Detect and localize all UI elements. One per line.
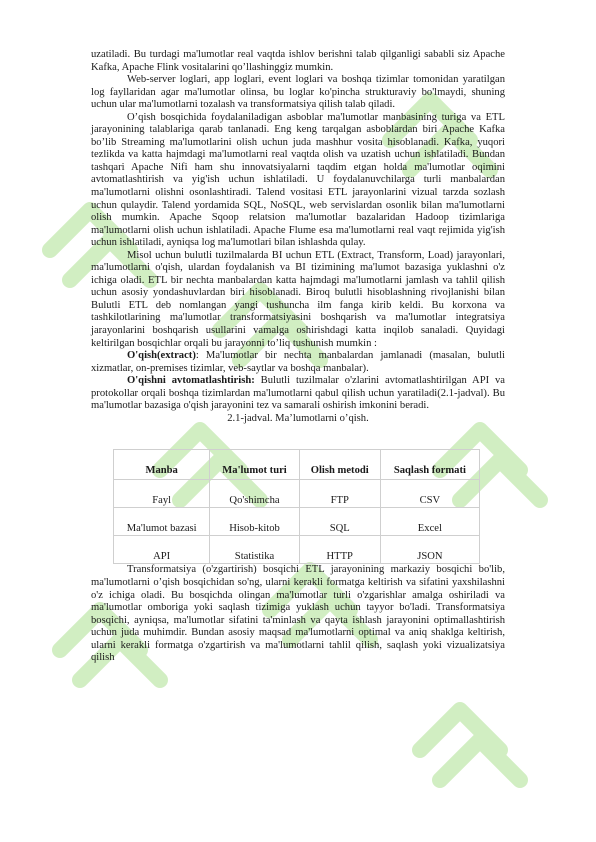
- table-cell: API: [114, 536, 210, 564]
- table-cell: Ma'lumot bazasi: [114, 508, 210, 536]
- body-paragraph: Web-server loglari, app loglari, event loglari va boshqa tizimlar tomonidan yaratilgan log fayllaridan agar ma'lumotlar olinsa, bu loglar ko'pincha strukturaviy bo'lmaydi, shuning uchun ular ma'lumotlarni tozalash va transformatsiya qilish talab qiladi.: [91, 74, 505, 111]
- table-cell: Excel: [380, 508, 479, 536]
- data-table-wrapper: [113, 449, 505, 564]
- table-cell: Statistika: [210, 536, 299, 564]
- table-row: [114, 480, 480, 508]
- table-header-cell: Olish metodi: [299, 450, 380, 480]
- table-header-row: [114, 450, 480, 480]
- table-cell: FTP: [299, 480, 380, 508]
- table-cell: SQL: [299, 508, 380, 536]
- table-header-cell: Saqlash formati: [380, 450, 479, 480]
- paragraph-text: Bulutli tuzilmalar o'zlarini avtomatlashtirilgan API va protokollar orqali boshqa tizimlardan ma'lumotlarni qabul qilish uchun yaratiladi(2.1-jadval). Bu ma'lumotlar bazasiga o'qish jarayonini tez va samarali oshirish imkonini beradi.: [91, 375, 505, 412]
- body-paragraph: O’qish bosqichida foydalaniladigan asboblar ma'lumotlar manbasining turiga va ETL jarayonining talablariga qarab tanlanadi. Eng keng tarqalgan asboblardan biri Apache Kafka bo’lib Streaming ma'lumotlarini olish uchun juda mashhur vosita hisoblanadi. Kafka, yuqori tezlikda va katta hajmdagi ma'lumotlarni real vaqtda olish va uzatish uchun ishlatiladi. Bundan tashqari Apache Nifi ham shu innovatsiyalarni taqdim etgan holda ma'lumotlar oqimini avtomatlashtirish va yig'ish uchun ishlatiladi. U foydalanuvchilarga turli manbalardan ma'lumotlarni olishni osonlashtiradi. Talend vositasi ETL jarayonlarini vizual tarzda sozlash uchun qulaydir. Talend yordamida SQL, NoSQL, web servislardan osonlik bilan ma'lumotlarni olish mumkin. Apache Sqoop relatsion ma'lumotlar bazalaridan Hadoop tizimlariga ma'lumotlarni olish uchun ishlatiladi. Apache Flume esa ma'lumotlarni real vaqt rejimida yig'ish uchun ishlatiladi, ayniqsa log ma'lumotlari bilan ishlashda qulay.: [91, 111, 505, 249]
- body-paragraph: Transformatsiya (o'zgartirish) bosqichi ETL jarayonining markaziy bosqichi bo'lib, ma'lumotlarni o’qish bosqichidan so'ng, ularni kerakli formatga keltirish va sifatini yaxshilashni o'z ichiga oladi. Bu bosqichda olingan ma'lumotlar turli o'zgarishlar amalga oshiriladi va ma'lumotlar omboriga yoki saqlash tizimiga yuklash uchun tayyor bo'ladi. Transformatsiya bosqichi, ayniqsa, ma'lumotlar sifatini ta'minlash va qayta ishlash jarayonini optimallashtirish uchun juda muhimdir. Bundan asosiy maqsad ma'lumotlarni optimal va aniq shaklga keltirish, ularni kerakli formatga o'zgartirish va ma'lumotlarni tahlil qilish, saqlash yoki vizualizatsiya qilish: [91, 564, 505, 664]
- table-cell: Fayl: [114, 480, 210, 508]
- table-cell: Hisob-kitob: [210, 508, 299, 536]
- table-body: [114, 480, 480, 564]
- watermark-shape: [420, 710, 520, 780]
- paragraph-bold-label: O'qishni avtomatlashtirish:: [127, 375, 255, 387]
- table-header-cell: Ma'lumot turi: [210, 450, 299, 480]
- table-row: [114, 508, 480, 536]
- table-caption: 2.1-jadval. Ma’lumotlarni o’qish.: [227, 412, 369, 424]
- paragraph-bold-label: O'qish(extract): [127, 350, 196, 362]
- bold-paragraphs: [91, 350, 505, 413]
- paragraph-text: : Ma'lumotlar bir nechta manbalardan jamlanadi (masalan, bulutli xizmatlar, on-premises tizimlar, veb-saytlar va boshqa manbalar).: [91, 350, 505, 374]
- document-page: [91, 49, 505, 665]
- bold-label-paragraph: [91, 350, 505, 375]
- paragraphs-after: [91, 564, 505, 664]
- table-cell: Qo'shimcha: [210, 480, 299, 508]
- paragraphs-before: [91, 49, 505, 350]
- table-cell: HTTP: [299, 536, 380, 564]
- table-cell: JSON: [380, 536, 479, 564]
- table-row: [114, 536, 480, 564]
- body-paragraph: Misol uchun bulutli tuzilmalarda BI uchun ETL (Extract, Transform, Load) jarayonlari, ma'lumotlarni o'qish, ulardan foydalanish va BI tizimining ma'lumot bazasiga yuklashni o'z ichiga oladi. ETL bir nechta manbalardan katta hajmdagi ma'lumotlarni jamlash va tahlil qilish uchun asosiy yondashuvlardan biri hisoblanadi. Biroq bulutli hisoblashning rivojlanishi bilan Bulutli ETL deb nomlangan yangi tushuncha ilm fanga kirib keldi. Bu korxona va tashkilotlarining ma'lumotlar transformatsiyasini boshqarish va ma'lumotlar integratsiya jarayonlarini boshqarish usullarini vamalga oshirishdagi katta inqilob sanaladi. Quyidagi keltirilgan bosqichlar orqali bu jarayonni to’liq tushunish mumkin :: [91, 249, 505, 349]
- table-cell: CSV: [380, 480, 479, 508]
- table-header-cell: Manba: [114, 450, 210, 480]
- bold-label-paragraph: [91, 375, 505, 413]
- data-table: [113, 449, 480, 564]
- body-paragraph: uzatiladi. Bu turdagi ma'lumotlar real vaqtda ishlov berishni talab qilganligi sababli siz Apache Kafka, Apache Flink vositalarini qo’llashinggiz mumkin.: [91, 49, 505, 73]
